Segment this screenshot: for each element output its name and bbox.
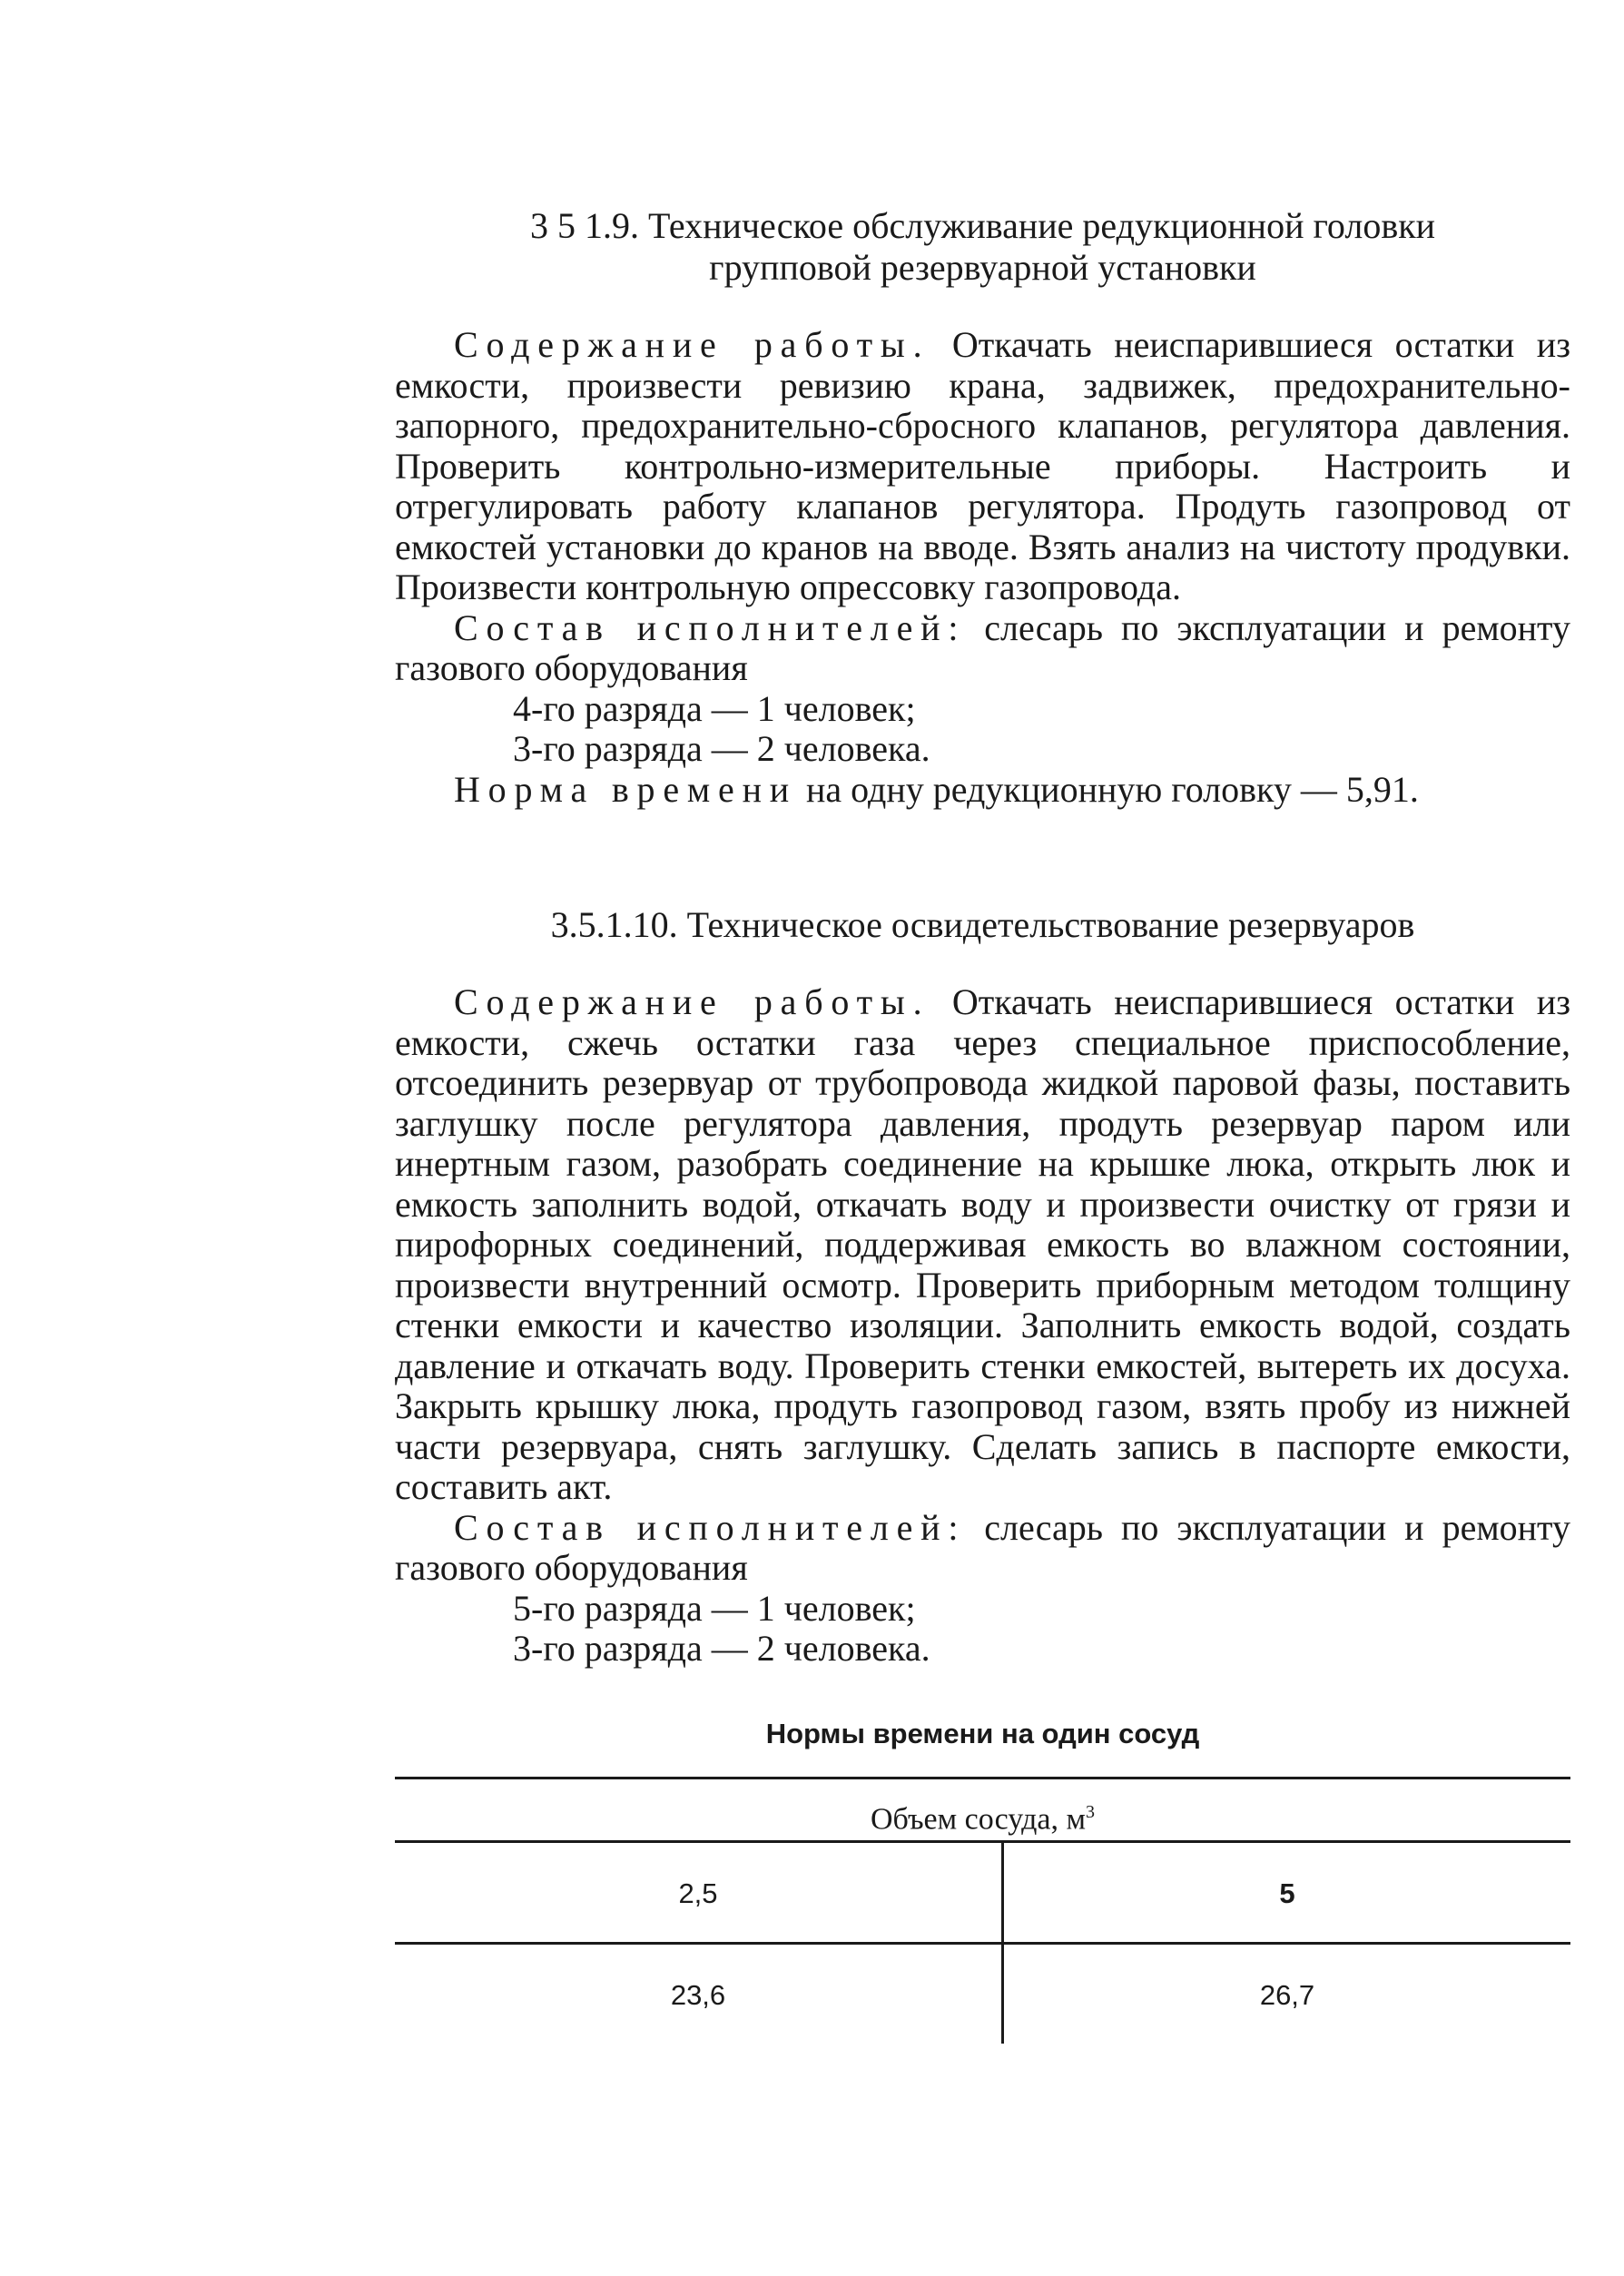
table-rule xyxy=(395,1777,1570,1779)
document-page xyxy=(395,205,1570,2044)
content-label: Содержание работы. xyxy=(454,324,930,365)
section-3-5-1-9 xyxy=(395,205,1570,810)
table-rule xyxy=(395,1942,1570,1945)
staff-item: 4-го разряда — 1 человек; xyxy=(513,687,916,729)
table-header xyxy=(395,1789,1570,1835)
staff-item: 5-го разряда — 1 человек; xyxy=(513,1587,916,1629)
staff-item: 3-го разряда — 2 человека. xyxy=(513,728,930,769)
norm-label: Норма времени xyxy=(454,768,797,810)
table-cell: 23,6 xyxy=(670,1978,726,2011)
table-header-superscript: 3 xyxy=(1086,1801,1096,1822)
content-text: Откачать неиспарившиеся остатки из емкости, сжечь остатки газа через специальное приспособление, отсоединить резервуар от трубопровода жидкой паровой фазы, поставить заглушку после регулятора давления, продуть резервуар паром или инертным газом, разобрать соединение на крышке люка, открыть люк и емкость заполнить водой, откачать воду и произвести очистку от грязи и пирофорных соединений, поддерживая емкость во влажном состоянии, произвести внутренний осмотр. Проверить приборным методом толщину стенки емкости и качество изоляции. Заполнить емкость водой, создать давление и откачать воду. Проверить стенки емкостей, вытереть их досуха. Закрыть крышку люка, продуть газопровод газом, взять пробу из нижней части резервуара, снять заглушку. Сделать запись в паспорте емкости, составить акт. xyxy=(395,981,1570,1507)
content-paragraph xyxy=(395,325,1570,608)
table-cell: 26,7 xyxy=(1259,1978,1315,2011)
section-title-line2: групповой резервуарной установки xyxy=(709,247,1256,288)
staff-paragraph xyxy=(395,1508,1570,1589)
staff-label: Состав исполнителей: xyxy=(454,1506,967,1548)
section-title: 3.5.1.10. Техническое освидетельствование резервуаров xyxy=(550,904,1415,945)
content-paragraph xyxy=(395,982,1570,1508)
staff-paragraph xyxy=(395,608,1570,689)
table-column-header: 2,5 xyxy=(678,1877,718,1909)
staff-text: слесарь по эксплуатации и ремонту газового оборудования xyxy=(395,1506,1570,1588)
norm-text: на одну редукционную головку — 5,91. xyxy=(806,768,1419,810)
table-rule xyxy=(395,1840,1570,1843)
section-3-5-1-10 xyxy=(395,904,1570,1670)
content-label: Содержание работы. xyxy=(454,981,930,1022)
norm-line xyxy=(395,770,1570,811)
staff-item: 3-го разряда — 2 человека. xyxy=(513,1628,930,1669)
staff-label: Состав исполнителей: xyxy=(454,606,967,648)
norms-table xyxy=(395,1777,1570,2044)
content-text: Откачать неиспарившиеся остатки из емкости, произвести ревизию крана, задвижек, предохранительно-запорного, предохранительно-сбросного клапанов, регулятора давления. Проверить контрольно-измерительные приборы. Настроить и отрегулировать работу клапанов регулятора. Продуть газопровод от емкостей установки до кранов на вводе. Взять анализ на чистоту продувки. Произвести контрольную опрессовку газопровода. xyxy=(395,324,1570,607)
table-header-text: Объем сосуда, м xyxy=(870,1801,1087,1836)
staff-text: слесарь по эксплуатации и ремонту газового оборудования xyxy=(395,606,1570,688)
section-title-line1: 3 5 1.9. Техническое обслуживание редукционной головки xyxy=(529,205,1436,246)
table-column-header: 5 xyxy=(1279,1877,1295,1909)
table-caption: Нормы времени на один сосуд xyxy=(765,1717,1200,1749)
